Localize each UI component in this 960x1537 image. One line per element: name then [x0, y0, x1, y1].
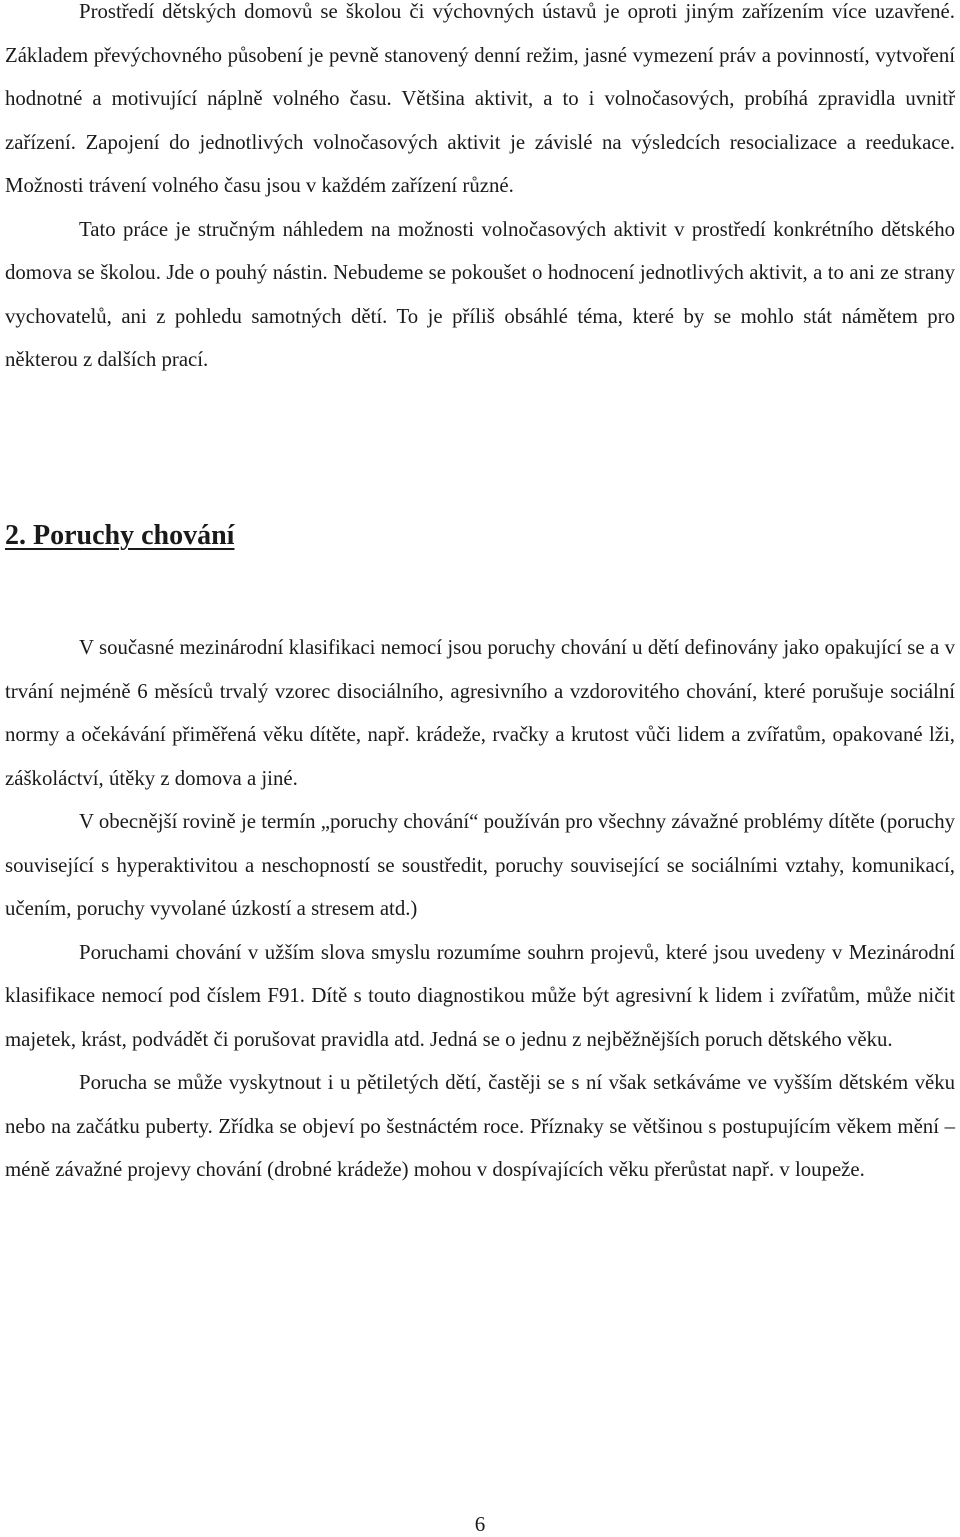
section-paragraph-3: Poruchami chování v užším slova smyslu rozumíme souhrn projevů, které jsou uvedeny v Mezinárodní klasifikace nemocí pod číslem F91. Dítě s touto diagnostikou může být agresivní k lidem i zvířatům, může ničit majetek, krást, podvádět či porušovat pravidla atd. Jedná se o jednu z nejběžnějších poruch dětského věku.	[5, 940, 955, 1051]
section-paragraph-2: V obecnější rovině je termín „poruchy chování“ používán pro všechny závažné problémy dítěte (poruchy související s hyperaktivitou a neschopností se soustředit, poruchy související se sociálními vztahy, komunikací, učením, poruchy vyvolané úzkostí a stresem atd.)	[5, 810, 955, 920]
section-paragraph-1: V současné mezinárodní klasifikaci nemocí jsou poruchy chování u dětí definovány jako opakující se a v trvání nejméně 6 měsíců trvalý vzorec disociálního, agresivního a vzdorovitého chování, které porušuje sociální normy a očekávání přiměřená věku dítěte, např. krádeže, rvačky a krutost vůči lidem a zvířatům, opakované lži, záškoláctví, útěky z domova a jiné.	[5, 636, 955, 790]
intro-paragraph-1: Prostředí dětských domovů se školou či výchovných ústavů je oproti jiným zařízením více uzavřené. Základem převýchovného působení je pevně stanovený denní režim, jasné vymezení práv a povinností, vytvoření hodnotné a motivující náplně volného času. Většina aktivit, a to i volnočasových, probíhá zpravidla uvnitř zařízení. Zapojení do jednotlivých volnočasových aktivit je závislé na výsledcích resocializace a reedukace. Možnosti trávení volného času jsou v každém zařízení různé.	[5, 0, 955, 197]
page-number: 6	[474, 1512, 486, 1536]
intro-text	[5, 0, 955, 382]
section-body	[5, 626, 955, 1192]
intro-paragraph-2: Tato práce je stručným náhledem na možnosti volnočasových aktivit v prostředí konkrétního dětského domova se školou. Jde o pouhý nástin. Nebudeme se pokoušet o hodnocení jednotlivých aktivit, a to ani ze strany vychovatelů, ani z pohledu samotných dětí. To je příliš obsáhlé téma, které by se mohlo stát námětem pro některou z dalších prací.	[5, 217, 955, 371]
section-paragraph-4: Porucha se může vyskytnout i u pětiletých dětí, častěji se s ní však setkáváme ve vyšším dětském věku nebo na začátku puberty. Zřídka se objeví po šestnáctém roce. Příznaky se většinou s postupujícím věkem mění – méně závažné projevy chování (drobné krádeže) mohou v dospívajících věku přerůstat např. v loupeže.	[5, 1071, 955, 1181]
section-heading: 2. Poruchy chování	[5, 520, 235, 551]
